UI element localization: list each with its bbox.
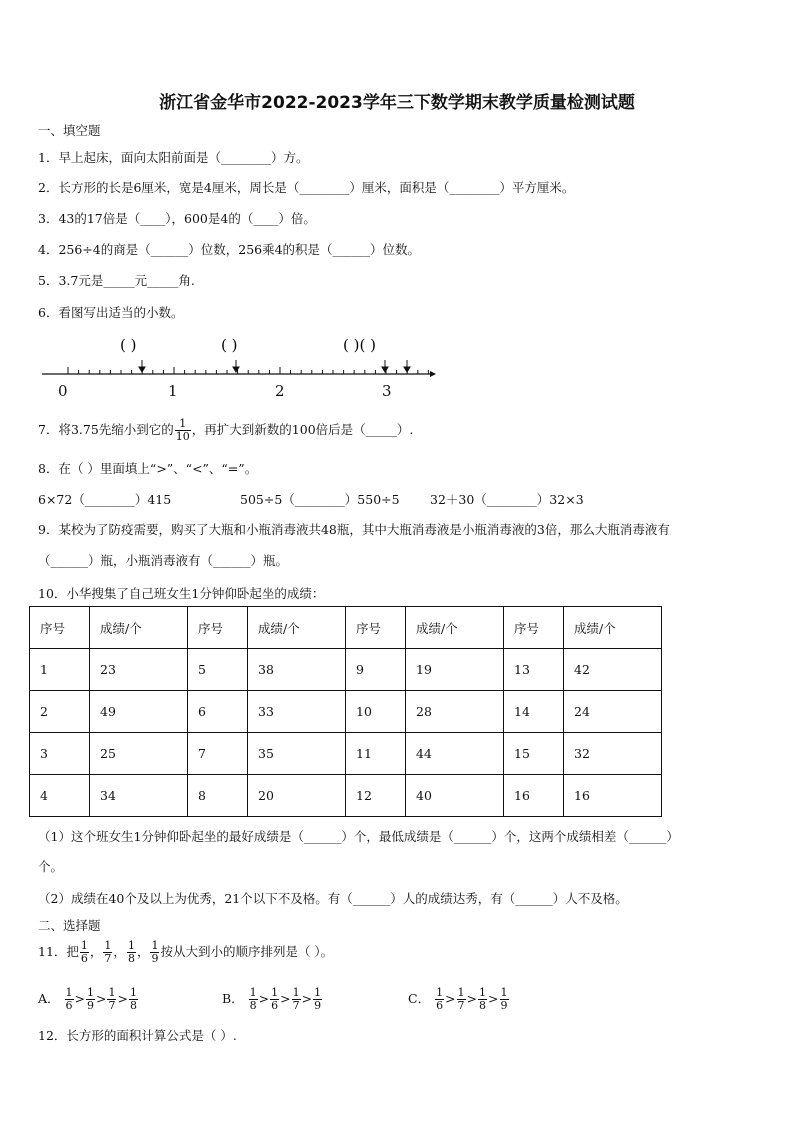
fraction: $\frac{1}{9}$ bbox=[151, 939, 159, 965]
table-row bbox=[30, 691, 662, 733]
table-cell: 10 bbox=[346, 691, 406, 733]
table-cell: 16 bbox=[504, 775, 564, 817]
section-fill-blank: 一、填空题 bbox=[38, 123, 101, 138]
question-10: 10．小华搜集了自己班女生1分钟仰卧起坐的成绩： bbox=[38, 586, 325, 601]
table-cell: 28 bbox=[406, 691, 504, 733]
question-1: 1．早上起床，面向太阳前面是（________）方。 bbox=[38, 150, 309, 165]
tick-label-0: 0 bbox=[58, 382, 68, 400]
tick-label-2: 2 bbox=[275, 382, 285, 400]
table-cell: 13 bbox=[504, 649, 564, 691]
number-line bbox=[38, 330, 438, 380]
fraction: $\frac{1}{6}$ bbox=[80, 939, 88, 965]
table-header: 序号 bbox=[346, 607, 406, 649]
table-cell: 42 bbox=[564, 649, 662, 691]
table-header: 序号 bbox=[504, 607, 564, 649]
table-cell: 20 bbox=[248, 775, 346, 817]
q8-item-2: 505÷5（________）550÷5 bbox=[240, 492, 400, 507]
table-cell: 7 bbox=[188, 733, 248, 775]
question-5: 5．3.7元是_____元_____角. bbox=[38, 273, 195, 288]
table-cell: 11 bbox=[346, 733, 406, 775]
question-4: 4．256÷4的商是（______）位数，256乘4的积是（______）位数。 bbox=[38, 242, 421, 257]
table-cell: 23 bbox=[90, 649, 188, 691]
question-9-line1: 9．某校为了防疫需要，购买了大瓶和小瓶消毒液共48瓶，其中大瓶消毒液是小瓶消毒液的3倍，那么大瓶消毒液有 bbox=[38, 522, 670, 537]
table-cell: 3 bbox=[30, 733, 90, 775]
fraction-one-tenth: $\frac{1}{10}$ bbox=[175, 417, 190, 443]
table-cell: 38 bbox=[248, 649, 346, 691]
question-8: 8．在（ ）里面填上“>”、“<”、“=”。 bbox=[38, 461, 258, 476]
page-title: 浙江省金华市2022-2023学年三下数学期末教学质量检测试题 bbox=[159, 93, 635, 113]
question-2: 2．长方形的长是6厘米，宽是4厘米，周长是（________）厘米，面积是（________）平方厘米。 bbox=[38, 180, 575, 195]
question-6: 6．看图写出适当的小数。 bbox=[38, 305, 184, 320]
q8-item-1: 6×72（________）415 bbox=[38, 492, 172, 507]
table-cell: 1 bbox=[30, 649, 90, 691]
table-cell: 35 bbox=[248, 733, 346, 775]
score-table bbox=[29, 606, 662, 817]
table-header: 成绩/个 bbox=[406, 607, 504, 649]
table-cell: 5 bbox=[188, 649, 248, 691]
table-header-row bbox=[30, 607, 662, 649]
question-10-1-line2: 个。 bbox=[38, 859, 64, 874]
table-cell: 14 bbox=[504, 691, 564, 733]
table-cell: 32 bbox=[564, 733, 662, 775]
table-cell: 8 bbox=[188, 775, 248, 817]
table-cell: 12 bbox=[346, 775, 406, 817]
table-cell: 15 bbox=[504, 733, 564, 775]
table-cell: 4 bbox=[30, 775, 90, 817]
question-7: 7．将3.75先缩小到它的 $\frac{1}{10}$ ，再扩大到新数的100倍后是（_____）. bbox=[38, 417, 414, 443]
option-b[interactable]: B． $\frac{1}{8}$ > $\frac{1}{6}$ > $\frac{1}{7}$ > $\frac{1}{9}$ bbox=[222, 986, 322, 1012]
table-cell: 19 bbox=[406, 649, 504, 691]
table-cell: 44 bbox=[406, 733, 504, 775]
question-10-1-line1: （1）这个班女生1分钟仰卧起坐的最好成绩是（______）个，最低成绩是（______）个，这两个成绩相差（______） bbox=[38, 829, 679, 844]
tick-label-3: 3 bbox=[382, 382, 392, 400]
question-11: 11．把 $\frac{1}{6}$ ， $\frac{1}{7}$ ， $\frac{1}{8}$ ， $\frac{1}{9}$ 按从大到小的顺序排列是（ ）。 bbox=[38, 939, 334, 965]
table-header: 序号 bbox=[188, 607, 248, 649]
section-choice: 二、选择题 bbox=[38, 918, 101, 933]
table-cell: 49 bbox=[90, 691, 188, 733]
question-3: 3．43的17倍是（____），600是4的（____）倍。 bbox=[38, 211, 316, 226]
table-header: 成绩/个 bbox=[248, 607, 346, 649]
blank-bracket-2: ( ) bbox=[221, 336, 238, 354]
blank-bracket-3: ( )( ) bbox=[343, 336, 376, 354]
table-cell: 25 bbox=[90, 733, 188, 775]
table-header: 成绩/个 bbox=[564, 607, 662, 649]
fraction: $\frac{1}{8}$ bbox=[127, 939, 135, 965]
table-header: 成绩/个 bbox=[90, 607, 188, 649]
question-9-line2: （______）瓶，小瓶消毒液有（______）瓶。 bbox=[38, 553, 289, 568]
table-row bbox=[30, 733, 662, 775]
table-row bbox=[30, 649, 662, 691]
table-cell: 33 bbox=[248, 691, 346, 733]
tick-label-1: 1 bbox=[168, 382, 178, 400]
table-row bbox=[30, 775, 662, 817]
table-cell: 34 bbox=[90, 775, 188, 817]
fraction: $\frac{1}{7}$ bbox=[104, 939, 112, 965]
table-header: 序号 bbox=[30, 607, 90, 649]
option-a[interactable]: A． $\frac{1}{6}$ > $\frac{1}{9}$ > $\frac{1}{7}$ > $\frac{1}{8}$ bbox=[38, 986, 137, 1012]
question-12: 12．长方形的面积计算公式是（ ）. bbox=[38, 1028, 237, 1043]
table-cell: 9 bbox=[346, 649, 406, 691]
question-10-2: （2）成绩在40个及以上为优秀，21个以下不及格。有（______）人的成绩达秀，有（______）人不及格。 bbox=[38, 891, 628, 906]
table-cell: 2 bbox=[30, 691, 90, 733]
blank-bracket-1: ( ) bbox=[120, 336, 137, 354]
table-cell: 16 bbox=[564, 775, 662, 817]
q8-item-3: 32＋30（________）32×3 bbox=[430, 492, 584, 507]
option-c[interactable]: C． $\frac{1}{6}$ > $\frac{1}{7}$ > $\frac{1}{8}$ > $\frac{1}{9}$ bbox=[408, 986, 508, 1012]
table-cell: 6 bbox=[188, 691, 248, 733]
table-cell: 40 bbox=[406, 775, 504, 817]
table-cell: 24 bbox=[564, 691, 662, 733]
